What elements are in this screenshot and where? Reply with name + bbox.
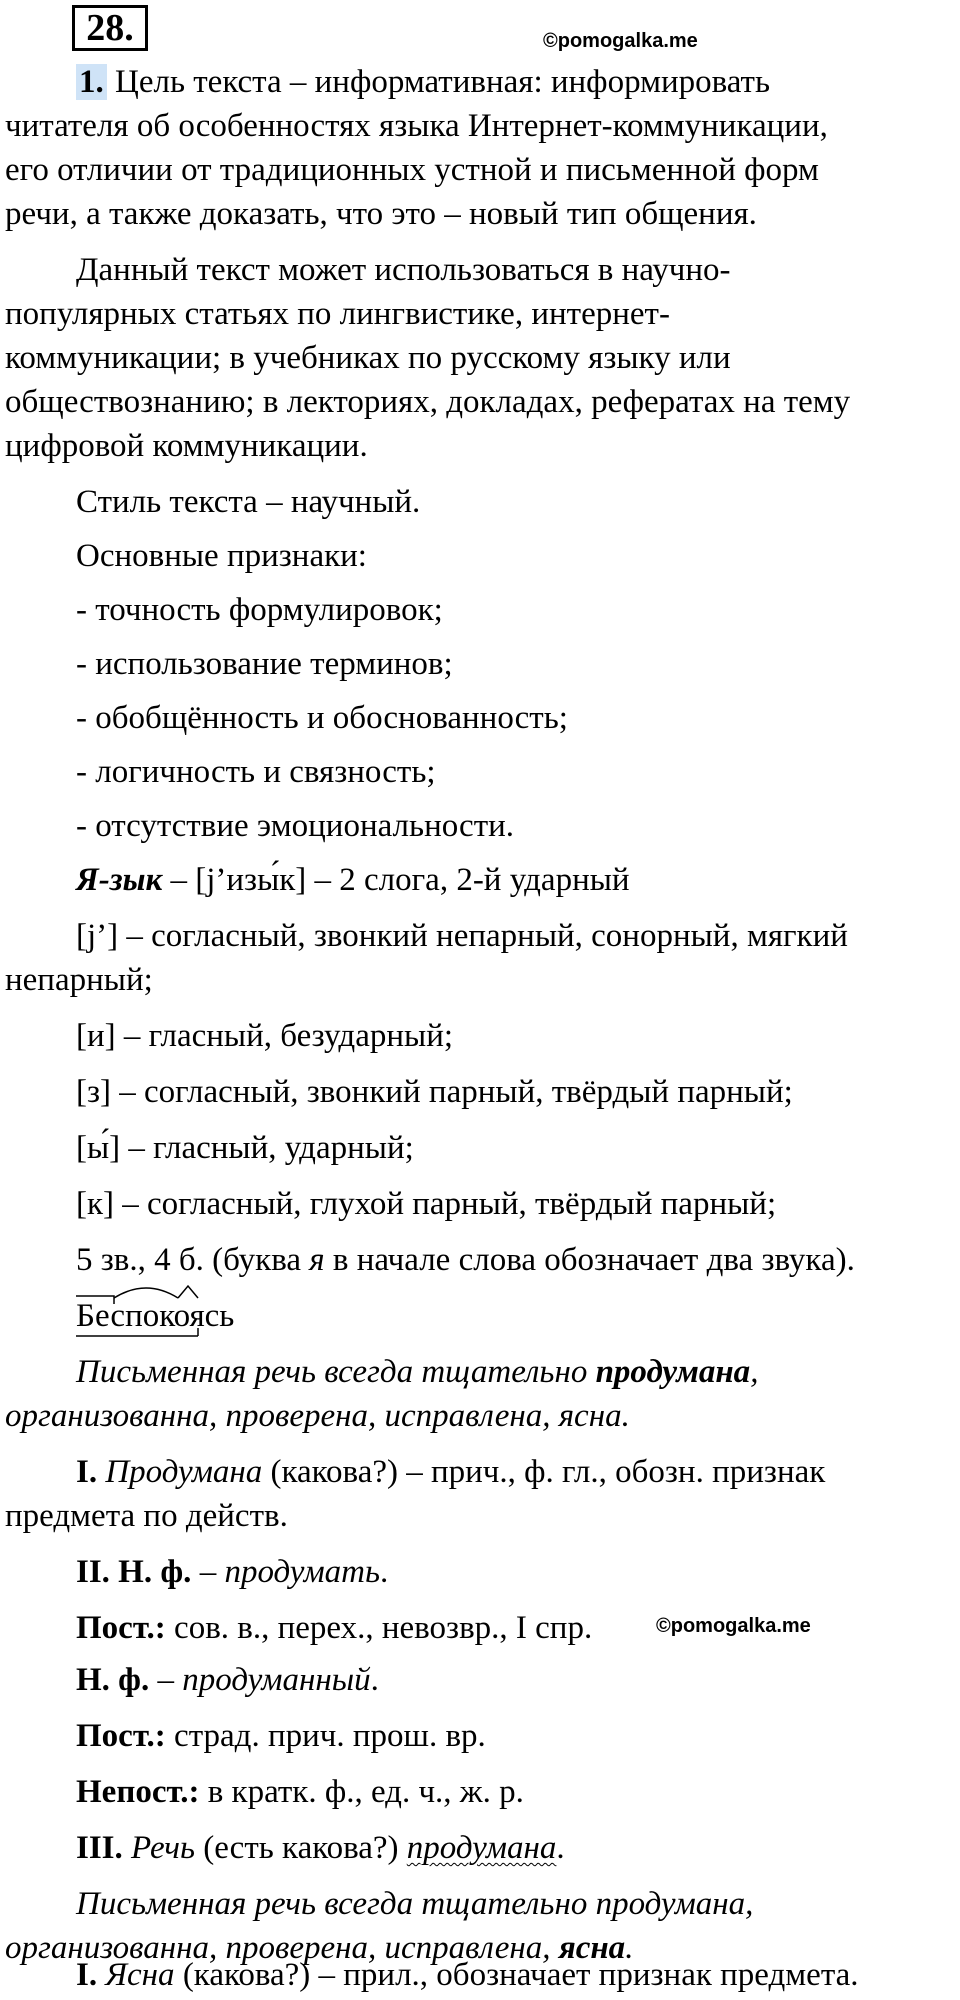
- iii-question: (есть какова?): [194, 1830, 407, 1866]
- analysis2-i: [76, 1955, 859, 1995]
- summary-text-b: в начале слова обозначает два звука).: [324, 1242, 855, 1278]
- p1-line-2: читателя об особенностях языка Интернет-коммуникации,: [5, 108, 828, 144]
- phonetic-transcription: – [j’изы́к] – 2 слога, 2-й ударный: [162, 862, 630, 898]
- sentence-1-comma: ,: [750, 1354, 759, 1390]
- p1-line-4: речи, а также доказать, что это – новый тип общения.: [5, 196, 757, 232]
- post-2-label: Пост.:: [76, 1718, 166, 1754]
- analysis1-nf: [76, 1660, 379, 1700]
- task-number-box: 28.: [72, 5, 148, 51]
- analysis1-nepost: [76, 1772, 524, 1812]
- p2-line-5: цифровой коммуникации.: [5, 428, 368, 464]
- nf-end: .: [370, 1662, 379, 1698]
- feature-item: - точность формулировок;: [76, 592, 443, 628]
- features-heading: Основные признаки:: [76, 538, 367, 574]
- sentence-2-end: .: [625, 1930, 634, 1966]
- analysis1-post-2: [76, 1716, 486, 1756]
- summary-letter: я: [309, 1242, 325, 1278]
- summary-text-a: 5 зв., 4 б. (буква: [76, 1242, 310, 1278]
- iii-subject: Речь: [122, 1830, 195, 1866]
- sentence-2-bold-word: ясна: [558, 1930, 626, 1966]
- p1-number: 1.: [76, 64, 107, 100]
- iii-predicate: продумана: [406, 1830, 557, 1866]
- sound-4: [ы́] – гласный, ударный;: [76, 1130, 414, 1166]
- analysis1-i-line-1: [76, 1452, 825, 1492]
- analysis1-i-num: I.: [76, 1454, 98, 1490]
- nf-dash: –: [149, 1662, 183, 1698]
- nf-value: продуманный: [182, 1662, 371, 1698]
- sound-5: [к] – согласный, глухой парный, твёрдый парный;: [76, 1186, 777, 1222]
- feature-item: - отсутствие эмоциональности.: [76, 808, 515, 844]
- analysis2-i-num: I.: [76, 1957, 98, 1993]
- phonetic-heading: [76, 860, 630, 900]
- analysis1-ii-label: II. Н. ф.: [76, 1554, 192, 1590]
- style-line: Стиль текста – научный.: [76, 484, 421, 520]
- morph-word-line: [76, 1296, 234, 1336]
- analysis2-i-rest: (какова?) – прил., обозначает признак предмета.: [174, 1957, 859, 1993]
- sound-1-line-2: непарный;: [5, 962, 153, 998]
- feature-item: - логичность и связность;: [76, 754, 436, 790]
- phonetic-summary: [76, 1240, 855, 1280]
- sound-2: [и] – гласный, безударный;: [76, 1018, 454, 1054]
- nepost-label: Непост.:: [76, 1774, 200, 1810]
- post-2-value: страд. прич. прош. вр.: [165, 1718, 486, 1754]
- post-1-value: сов. в., перех., невозвр., I спр.: [165, 1610, 593, 1646]
- analysis1-ii-value: продумать: [224, 1554, 380, 1590]
- analysis1-ii-end: .: [380, 1554, 389, 1590]
- watermark-top: ©pomogalka.me: [543, 30, 698, 52]
- nf-label: Н. ф.: [76, 1662, 150, 1698]
- feature-item: - использование терминов;: [76, 646, 453, 682]
- morph-word-text: Беспокоясь: [76, 1298, 235, 1334]
- analysis1-i-line-2: предмета по действ.: [5, 1498, 288, 1534]
- watermark-middle: ©pomogalka.me: [656, 1615, 811, 1637]
- p2-line-4: обществознанию; в лекториях, докладах, рефератах на тему: [5, 384, 851, 420]
- sentence-1-bold-word: продумана: [595, 1354, 751, 1390]
- feature-item: - обобщённость и обоснованность;: [76, 700, 568, 736]
- phonetic-word: Я-зык: [76, 862, 163, 898]
- analysis1-ii: [76, 1552, 388, 1592]
- analysis1-i-word: Продумана: [97, 1454, 263, 1490]
- sentence-2-line-1: Письменная речь всегда тщательно продумана,: [76, 1886, 754, 1922]
- p1-line-1-text: Цель текста – информативная: информировать: [106, 64, 771, 100]
- post-1-label: Пост.:: [76, 1610, 166, 1646]
- analysis1-post-1: [76, 1608, 592, 1648]
- sound-3: [з] – согласный, звонкий парный, твёрдый парный;: [76, 1074, 793, 1110]
- analysis1-ii-dash: –: [191, 1554, 225, 1590]
- morph-word: [76, 1296, 234, 1336]
- p2-line-1: Данный текст может использоваться в научно-: [76, 252, 731, 288]
- sentence-2-text: организованна, проверена, исправлена,: [5, 1930, 559, 1966]
- sentence-1-text: Письменная речь всегда тщательно: [76, 1354, 596, 1390]
- analysis2-i-word: Ясна: [97, 1957, 175, 1993]
- p2-line-2: популярных статьях по лингвистике, интернет-: [5, 296, 670, 332]
- sound-1-line-1: [j’] – согласный, звонкий непарный, сонорный, мягкий: [76, 918, 848, 954]
- p1-line-3: его отличии от традиционных устной и письменной форм: [5, 152, 819, 188]
- sentence-1-line-1: [76, 1352, 758, 1392]
- sentence-1-line-2: организованна, проверена, исправлена, ясна.: [5, 1398, 630, 1434]
- nepost-value: в кратк. ф., ед. ч., ж. р.: [199, 1774, 524, 1810]
- analysis1-i-rest: (какова?) – прич., ф. гл., обозн. признак: [262, 1454, 826, 1490]
- iii-label: III.: [76, 1830, 123, 1866]
- analysis1-iii: [76, 1828, 565, 1868]
- iii-end: .: [556, 1830, 565, 1866]
- p2-line-3: коммуникации; в учебниках по русскому языку или: [5, 340, 731, 376]
- p1-line-1: [76, 62, 770, 102]
- morpheme-marks: [74, 1282, 264, 1342]
